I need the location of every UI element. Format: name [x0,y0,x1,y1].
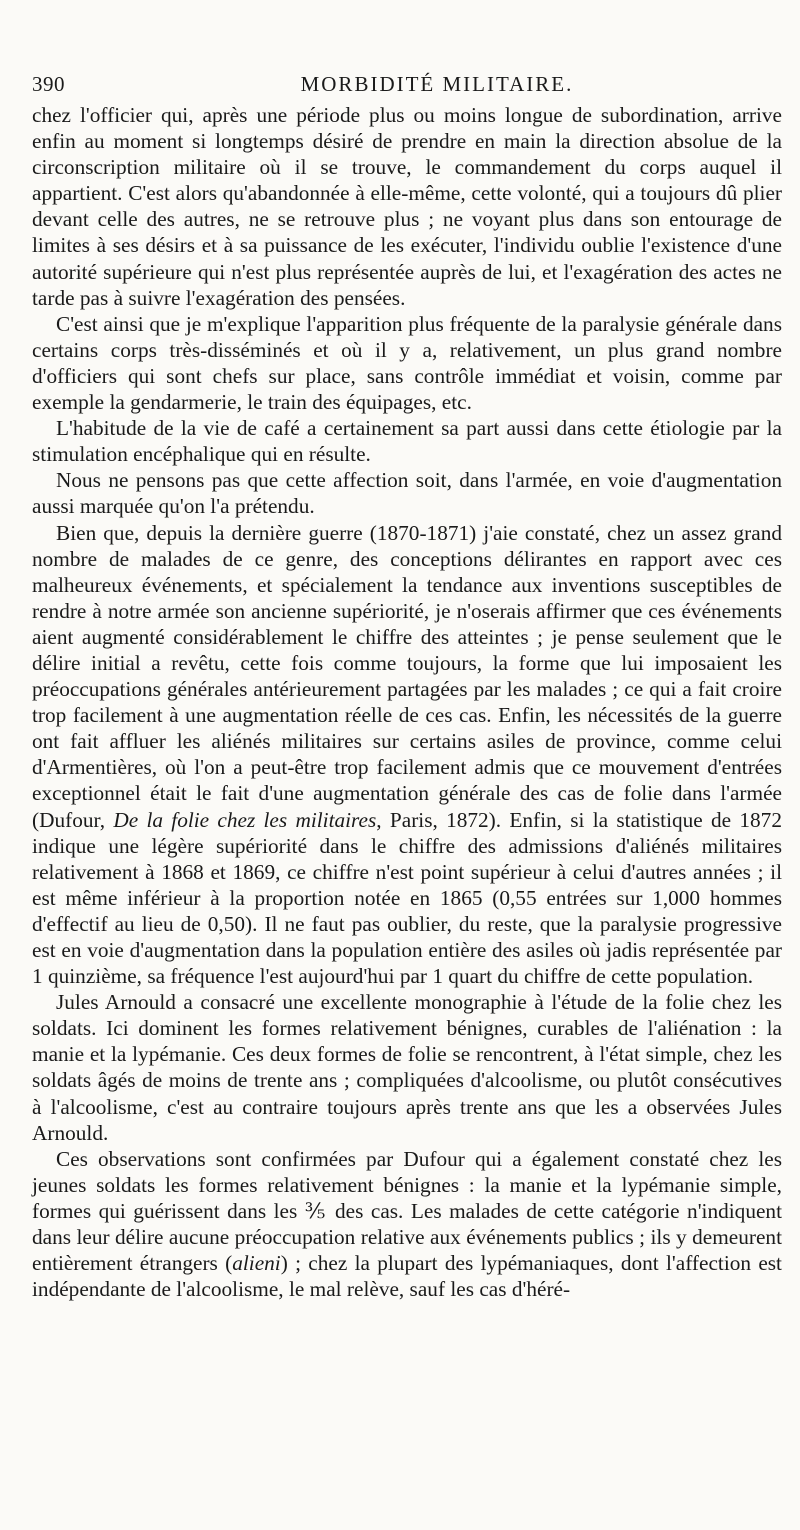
paragraph-4: Nous ne pensons pas que cette affection soit, dans l'armée, en voie d'augmentation aussi marquée qu'on l'a prétendu. [32,468,782,519]
latin-term: alieni [232,1251,281,1276]
running-title: MORBIDITÉ MILITAIRE. [300,72,574,96]
book-title: De la folie chez les militaires [113,807,377,832]
paragraph-7-text-b: ) ; chez la plupart des lypémaniaques, dont l'affection est indépendante de l'alcoolisme, le mal relève, sauf les cas d'héré- [32,1251,782,1302]
body-text [32,102,782,1302]
paragraph-2: C'est ainsi que je m'explique l'apparition plus fréquente de la paralysie générale dans certains corps très-disséminés et où il y a, relativement, un plus grand nombre d'officiers qui sont chefs sur place, sans contrôle immédiat et voisin, comme par exemple la gendarmerie, le train des équipages, etc. [32,311,782,415]
paragraph-1: chez l'officier qui, après une période plus ou moins longue de subordination, arrive enfin au moment si longtemps désiré de prendre en main la direction absolue de la circonscription militaire où il se trouve, le commandement du corps auquel il appartient. C'est alors qu'abandonnée à elle-même, cette volonté, qui a toujours dû plier devant celle des autres, ne se retrouve plus ; ne voyant plus dans son entourage de limites à ses désirs et à sa puissance de les exécuter, l'individu oublie l'existence d'une autorité supérieure qui n'est plus représentée auprès de lui, et l'exagération des actes ne tarde pas à suivre l'exagération des pensées. [32,103,782,310]
paragraph-7-text-a: Ces observations sont confirmées par Dufour qui a également constaté chez les jeunes soldats les formes relativement bénignes : la manie et la lypémanie simple, formes qui guérissent dans les ⅗ des cas. Les malades de cette catégorie n'indiquent dans leur délire aucune préoccupation relative aux événements publics ; ils y demeurent entièrement étrangers ( [32,1146,782,1276]
paragraph-7 [32,1146,782,1303]
running-head [32,72,782,102]
paragraph-5-text-a: Bien que, depuis la dernière guerre (1870-1871) j'aie constaté, chez un assez grand nombre de malades de ce genre, des conceptions délirantes en rapport avec ces malheureux événements, et spécialement la tendance aux inventions susceptibles de rendre à notre armée son ancienne supériorité, je n'oserais affirmer que ces événements aient augmenté considérablement le chiffre des atteintes ; je pense seulement que le délire initial a revêtu, cette fois comme toujours, la forme que lui imposaient les préoccupations générales antérieurement partagées par les malades ; ce qui a fait croire trop facilement à une augmentation réelle de ces cas. Enfin, les nécessités de la guerre ont fait affluer les aliénés militaires sur certains asiles de province, comme celui d'Armentières, où l'on a peut-être trop facilement admis que ce mouvement d'entrées exceptionnel était le fait d'une augmentation générale des cas de folie dans l'armée (Dufour, [32,520,782,832]
paragraph-5 [32,520,782,990]
paragraph-3: L'habitude de la vie de café a certainement sa part aussi dans cette étiologie par la stimulation encéphalique qui en résulte. [32,416,782,467]
page [32,72,782,1302]
page-number: 390 [32,72,65,96]
paragraph-5-text-b: , Paris, 1872). Enfin, si la statistique de 1872 indique une légère supériorité dans le chiffre des admissions d'aliénés militaires relativement à 1868 et 1869, ce chiffre n'est point supérieur à celui d'autres années ; il est même inférieur à la proportion notée en 1865 (0,55 entrées sur 1,000 hommes d'effectif au lieu de 0,50). Il ne faut pas oublier, du reste, que la paralysie progressive est en voie d'augmentation dans la population entière des asiles où jadis représentée par 1 quinzième, sa fréquence l'est aujourd'hui par 1 quart du chiffre de cette population. [32,807,782,989]
paragraph-6: Jules Arnould a consacré une excellente monographie à l'étude de la folie chez les soldats. Ici dominent les formes relativement bénignes, curables de l'aliénation : la manie et la lypémanie. Ces deux formes de folie se rencontrent, à l'état simple, chez les soldats âgés de moins de trente ans ; compliquées d'alcoolisme, ou plutôt consécutives à l'alcoolisme, c'est au contraire toujours après trente ans que les a observées Jules Arnould. [32,990,782,1145]
